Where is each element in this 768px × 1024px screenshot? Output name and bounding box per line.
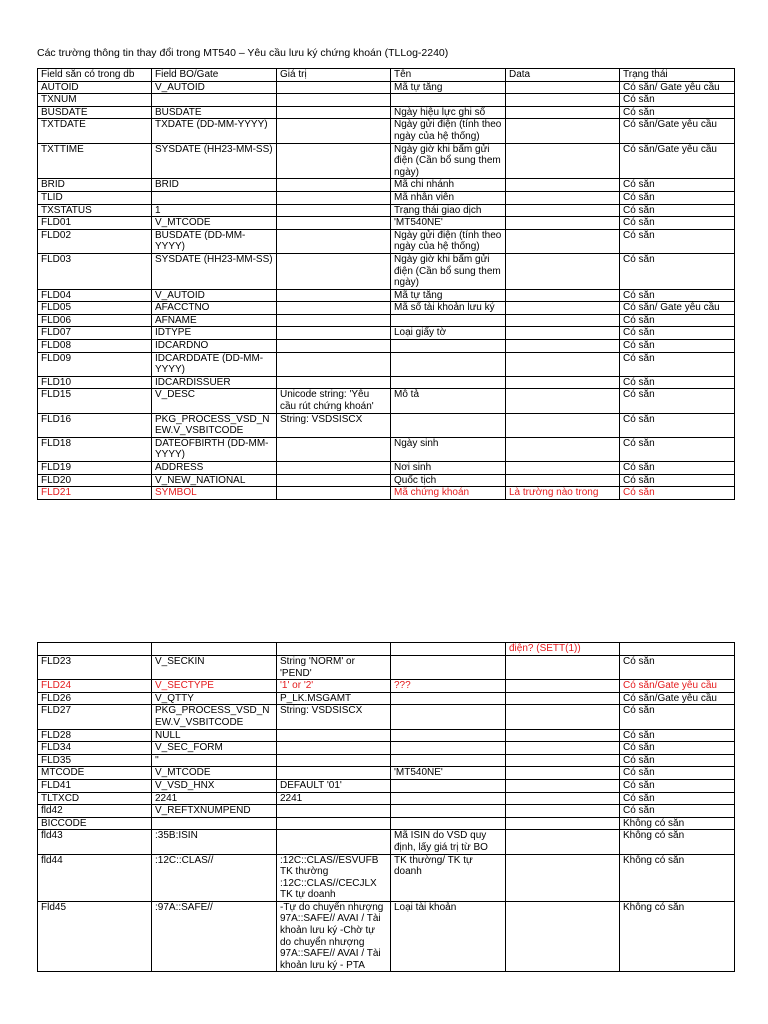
table-row xyxy=(38,302,735,315)
cell-name: Ngày hiệu lực ghi sổ xyxy=(391,106,506,119)
cell-bo-gate-field: 1 xyxy=(152,204,277,217)
cell-bo-gate-field: V_SEC_FORM xyxy=(152,742,277,755)
cell-value xyxy=(277,81,391,94)
table-row xyxy=(38,643,735,656)
table-row xyxy=(38,792,735,805)
cell-value: DEFAULT '01' xyxy=(277,779,391,792)
cell-status: Trạng thái xyxy=(620,69,735,82)
cell-bo-gate-field xyxy=(152,817,277,830)
cell-db-field: FLD04 xyxy=(38,289,152,302)
cell-name: Loại giấy tờ xyxy=(391,327,506,340)
cell-value xyxy=(277,289,391,302)
cell-status: Có sẵn xyxy=(620,376,735,389)
cell-value xyxy=(277,437,391,461)
cell-name: Mã ISIN do VSD quy định, lấy giá trị từ BO xyxy=(391,830,506,854)
cell-bo-gate-field: NULL xyxy=(152,729,277,742)
cell-value xyxy=(277,817,391,830)
cell-bo-gate-field: :35B:ISIN xyxy=(152,830,277,854)
cell-name: Nơi sinh xyxy=(391,462,506,475)
cell-name: Ngày sinh xyxy=(391,437,506,461)
cell-data xyxy=(506,143,620,179)
cell-bo-gate-field xyxy=(152,94,277,107)
cell-status: Có sẵn xyxy=(620,413,735,437)
cell-data xyxy=(506,779,620,792)
cell-bo-gate-field: :12C::CLAS// xyxy=(152,854,277,901)
cell-status: Không có sẵn xyxy=(620,901,735,972)
table-row xyxy=(38,462,735,475)
cell-db-field: FLD01 xyxy=(38,217,152,230)
cell-name: Mã số tài khoản lưu ký xyxy=(391,302,506,315)
cell-db-field: TXSTATUS xyxy=(38,204,152,217)
cell-data: Là trường nào trong xyxy=(506,487,620,500)
cell-bo-gate-field: V_DESC xyxy=(152,389,277,413)
cell-status: Có sẵn xyxy=(620,805,735,818)
cell-value xyxy=(277,253,391,289)
cell-value xyxy=(277,805,391,818)
cell-bo-gate-field: 2241 xyxy=(152,792,277,805)
cell-bo-gate-field: V_MTCODE xyxy=(152,217,277,230)
cell-value xyxy=(277,340,391,353)
cell-status: Có sẵn xyxy=(620,179,735,192)
cell-data xyxy=(506,314,620,327)
cell-status: Có sẵn xyxy=(620,253,735,289)
cell-name: Ngày gửi điện (tính theo ngày của hệ thống) xyxy=(391,119,506,143)
cell-status: Có sẵn xyxy=(620,487,735,500)
cell-db-field: FLD20 xyxy=(38,474,152,487)
cell-value: Unicode string: 'Yêu cầu rút chứng khoán' xyxy=(277,389,391,413)
cell-db-field: FLD41 xyxy=(38,779,152,792)
table-row xyxy=(38,389,735,413)
cell-db-field: FLD21 xyxy=(38,487,152,500)
cell-status: Có sẵn/Gate yêu cầu xyxy=(620,143,735,179)
cell-db-field: TXTDATE xyxy=(38,119,152,143)
cell-name: Mô tả xyxy=(391,389,506,413)
cell-value: :12C::CLAS//ESVUFB TK thường :12C::CLAS//CECJLX TK tự doanh xyxy=(277,854,391,901)
cell-name: Ngày gửi điện (tính theo ngày của hệ thống) xyxy=(391,229,506,253)
cell-data xyxy=(506,729,620,742)
cell-db-field: AUTOID xyxy=(38,81,152,94)
cell-bo-gate-field: BRID xyxy=(152,179,277,192)
fields-table-part-2 xyxy=(37,642,735,972)
table-row xyxy=(38,779,735,792)
cell-value: -Tự do chuyển nhượng 97A::SAFE// AVAI / Tài khoản lưu ký -Chờ tự do chuyển nhượng 97A::SAFE// AVAI / Tài khoản lưu ký - PTA xyxy=(277,901,391,972)
cell-status: Không có sẵn xyxy=(620,854,735,901)
table-row xyxy=(38,437,735,461)
cell-bo-gate-field: V_AUTOID xyxy=(152,81,277,94)
cell-status: Có sẵn/Gate yêu cầu xyxy=(620,692,735,705)
cell-status: Không có sẵn xyxy=(620,817,735,830)
cell-db-field: FLD34 xyxy=(38,742,152,755)
table-row xyxy=(38,143,735,179)
table-row xyxy=(38,767,735,780)
cell-bo-gate-field: V_SECKIN xyxy=(152,656,277,680)
table-row xyxy=(38,680,735,693)
cell-data xyxy=(506,302,620,315)
cell-value xyxy=(277,94,391,107)
cell-db-field: FLD16 xyxy=(38,413,152,437)
cell-bo-gate-field: IDCARDNO xyxy=(152,340,277,353)
table-row xyxy=(38,854,735,901)
cell-name xyxy=(391,805,506,818)
cell-db-field: TXNUM xyxy=(38,94,152,107)
cell-value xyxy=(277,729,391,742)
cell-status: Có sẵn xyxy=(620,289,735,302)
table-row xyxy=(38,253,735,289)
cell-data xyxy=(506,792,620,805)
cell-value: P_LK.MSGAMT xyxy=(277,692,391,705)
cell-name: 'MT540NE' xyxy=(391,217,506,230)
cell-value xyxy=(277,314,391,327)
cell-bo-gate-field: SYSDATE (HH23-MM-SS) xyxy=(152,253,277,289)
cell-status: Có sẵn xyxy=(620,327,735,340)
cell-name xyxy=(391,94,506,107)
cell-name: 'MT540NE' xyxy=(391,767,506,780)
table-row xyxy=(38,656,735,680)
cell-name xyxy=(391,792,506,805)
cell-value xyxy=(277,229,391,253)
cell-name: Mã tự tăng xyxy=(391,81,506,94)
cell-db-field: FLD35 xyxy=(38,754,152,767)
table-row xyxy=(38,692,735,705)
cell-status: Có sẵn xyxy=(620,204,735,217)
cell-bo-gate-field: IDCARDISSUER xyxy=(152,376,277,389)
cell-name xyxy=(391,692,506,705)
document-title: Các trường thông tin thay đổi trong MT540 – Yêu cầu lưu ký chứng khoán (TLLog-2240) xyxy=(37,47,449,59)
table-row xyxy=(38,94,735,107)
cell-status: Có sẵn xyxy=(620,106,735,119)
cell-status: Có sẵn xyxy=(620,94,735,107)
cell-value xyxy=(277,474,391,487)
cell-bo-gate-field: V_VSD_HNX xyxy=(152,779,277,792)
cell-status: Có sẵn xyxy=(620,754,735,767)
cell-value xyxy=(277,106,391,119)
cell-bo-gate-field: :97A::SAFE// xyxy=(152,901,277,972)
cell-status: Có sẵn xyxy=(620,792,735,805)
cell-data xyxy=(506,179,620,192)
cell-db-field: FLD02 xyxy=(38,229,152,253)
cell-value: Giá trị xyxy=(277,69,391,82)
cell-data xyxy=(506,692,620,705)
table-row xyxy=(38,327,735,340)
cell-status: Có sẵn xyxy=(620,229,735,253)
cell-value: 2241 xyxy=(277,792,391,805)
table-row xyxy=(38,705,735,729)
cell-status: Có sẵn xyxy=(620,340,735,353)
cell-data xyxy=(506,680,620,693)
cell-bo-gate-field: ADDRESS xyxy=(152,462,277,475)
cell-data xyxy=(506,742,620,755)
cell-status: Có sẵn xyxy=(620,767,735,780)
table-row xyxy=(38,340,735,353)
cell-bo-gate-field: V_SECTYPE xyxy=(152,680,277,693)
cell-db-field: FLD15 xyxy=(38,389,152,413)
cell-data xyxy=(506,413,620,437)
cell-data xyxy=(506,204,620,217)
cell-bo-gate-field: TXDATE (DD-MM-YYYY) xyxy=(152,119,277,143)
cell-db-field: FLD07 xyxy=(38,327,152,340)
cell-db-field: BICCODE xyxy=(38,817,152,830)
cell-name xyxy=(391,817,506,830)
cell-status: Có sẵn xyxy=(620,314,735,327)
cell-status: Có sẵn xyxy=(620,656,735,680)
cell-name: Mã chi nhánh xyxy=(391,179,506,192)
table-row xyxy=(38,191,735,204)
cell-data xyxy=(506,767,620,780)
cell-data xyxy=(506,340,620,353)
cell-bo-gate-field: V_QTTY xyxy=(152,692,277,705)
cell-db-field: FLD05 xyxy=(38,302,152,315)
cell-value xyxy=(277,376,391,389)
cell-data xyxy=(506,191,620,204)
cell-data xyxy=(506,854,620,901)
cell-value xyxy=(277,830,391,854)
cell-bo-gate-field: PKG_PROCESS_VSD_NEW.V_VSBITCODE xyxy=(152,705,277,729)
cell-status: Có sẵn xyxy=(620,705,735,729)
cell-data xyxy=(506,389,620,413)
cell-bo-gate-field: SYMBOL xyxy=(152,487,277,500)
cell-bo-gate-field: '' xyxy=(152,754,277,767)
cell-db-field: FLD24 xyxy=(38,680,152,693)
cell-value xyxy=(277,179,391,192)
cell-data xyxy=(506,805,620,818)
cell-bo-gate-field: BUSDATE xyxy=(152,106,277,119)
cell-data xyxy=(506,830,620,854)
cell-value: '1' or '2' xyxy=(277,680,391,693)
cell-status: Có sẵn xyxy=(620,191,735,204)
cell-db-field: FLD19 xyxy=(38,462,152,475)
cell-status: Có sẵn xyxy=(620,217,735,230)
cell-status: Không có sẵn xyxy=(620,830,735,854)
cell-bo-gate-field: V_MTCODE xyxy=(152,767,277,780)
cell-bo-gate-field xyxy=(152,643,277,656)
cell-status: Có sẵn xyxy=(620,437,735,461)
cell-name xyxy=(391,729,506,742)
cell-bo-gate-field: Field BO/Gate xyxy=(152,69,277,82)
table-row xyxy=(38,314,735,327)
cell-name: Ngày giờ khi bấm gửi điện (Cần bổ sung them ngày) xyxy=(391,143,506,179)
cell-name xyxy=(391,314,506,327)
table-row xyxy=(38,179,735,192)
cell-value xyxy=(277,754,391,767)
cell-name xyxy=(391,742,506,755)
table-row xyxy=(38,805,735,818)
cell-db-field: FLD08 xyxy=(38,340,152,353)
table-row xyxy=(38,742,735,755)
cell-bo-gate-field: PKG_PROCESS_VSD_NEW.V_VSBITCODE xyxy=(152,413,277,437)
cell-value: String 'NORM' or 'PEND' xyxy=(277,656,391,680)
cell-db-field: FLD18 xyxy=(38,437,152,461)
table-row xyxy=(38,81,735,94)
cell-data xyxy=(506,253,620,289)
cell-status: Có sẵn xyxy=(620,474,735,487)
cell-name xyxy=(391,705,506,729)
cell-value xyxy=(277,204,391,217)
cell-data: điện? (SETT(1)) xyxy=(506,643,620,656)
cell-status: Có sẵn xyxy=(620,352,735,376)
cell-value xyxy=(277,643,391,656)
fields-table-part-1 xyxy=(37,68,735,500)
table-row xyxy=(38,204,735,217)
cell-db-field: Fld45 xyxy=(38,901,152,972)
cell-data xyxy=(506,656,620,680)
cell-data xyxy=(506,119,620,143)
cell-data xyxy=(506,754,620,767)
cell-status: Có sẵn xyxy=(620,729,735,742)
cell-db-field: FLD06 xyxy=(38,314,152,327)
cell-value xyxy=(277,217,391,230)
cell-name: TK thường/ TK tự doanh xyxy=(391,854,506,901)
cell-data xyxy=(506,217,620,230)
cell-value xyxy=(277,487,391,500)
cell-name: Tên xyxy=(391,69,506,82)
cell-name: Mã nhân viên xyxy=(391,191,506,204)
cell-value: String: VSDSISCX xyxy=(277,413,391,437)
cell-db-field: TLID xyxy=(38,191,152,204)
cell-db-field: FLD09 xyxy=(38,352,152,376)
cell-data xyxy=(506,901,620,972)
cell-value xyxy=(277,742,391,755)
cell-db-field xyxy=(38,643,152,656)
cell-data xyxy=(506,229,620,253)
cell-value xyxy=(277,119,391,143)
cell-value xyxy=(277,191,391,204)
cell-value xyxy=(277,327,391,340)
cell-bo-gate-field: IDTYPE xyxy=(152,327,277,340)
cell-name xyxy=(391,340,506,353)
table-row xyxy=(38,487,735,500)
cell-value xyxy=(277,767,391,780)
cell-name xyxy=(391,352,506,376)
cell-name xyxy=(391,376,506,389)
cell-value xyxy=(277,302,391,315)
cell-bo-gate-field: V_REFTXNUMPEND xyxy=(152,805,277,818)
cell-bo-gate-field: V_NEW_NATIONAL xyxy=(152,474,277,487)
table-row xyxy=(38,830,735,854)
cell-data xyxy=(506,462,620,475)
cell-bo-gate-field: IDCARDDATE (DD-MM-YYYY) xyxy=(152,352,277,376)
cell-status: Có sẵn/Gate yêu cầu xyxy=(620,680,735,693)
cell-db-field: TLTXCD xyxy=(38,792,152,805)
table-row xyxy=(38,413,735,437)
cell-status: Có sẵn xyxy=(620,779,735,792)
table-row xyxy=(38,352,735,376)
cell-name xyxy=(391,413,506,437)
cell-status: Có sẵn xyxy=(620,389,735,413)
cell-bo-gate-field: AFACCTNO xyxy=(152,302,277,315)
cell-bo-gate-field xyxy=(152,191,277,204)
cell-db-field: FLD27 xyxy=(38,705,152,729)
cell-name xyxy=(391,656,506,680)
cell-db-field: TXTTIME xyxy=(38,143,152,179)
cell-name xyxy=(391,779,506,792)
cell-bo-gate-field: SYSDATE (HH23-MM-SS) xyxy=(152,143,277,179)
table-header-row xyxy=(38,69,735,82)
cell-status xyxy=(620,643,735,656)
cell-name: Trạng thái giao dịch xyxy=(391,204,506,217)
cell-name xyxy=(391,643,506,656)
cell-db-field: FLD23 xyxy=(38,656,152,680)
table-row xyxy=(38,217,735,230)
cell-name xyxy=(391,754,506,767)
cell-name: Mã tự tăng xyxy=(391,289,506,302)
cell-status: Có sẵn xyxy=(620,742,735,755)
cell-bo-gate-field: AFNAME xyxy=(152,314,277,327)
cell-bo-gate-field: DATEOFBIRTH (DD-MM-YYYY) xyxy=(152,437,277,461)
table-row xyxy=(38,376,735,389)
table-row xyxy=(38,754,735,767)
cell-value: String: VSDSISCX xyxy=(277,705,391,729)
cell-data xyxy=(506,94,620,107)
cell-data xyxy=(506,106,620,119)
cell-data xyxy=(506,327,620,340)
cell-data xyxy=(506,474,620,487)
table-row xyxy=(38,229,735,253)
cell-db-field: FLD10 xyxy=(38,376,152,389)
cell-data xyxy=(506,289,620,302)
cell-data xyxy=(506,81,620,94)
cell-db-field: Field sẵn có trong db xyxy=(38,69,152,82)
cell-name: Ngày giờ khi bấm gửi điện (Cần bổ sung them ngày) xyxy=(391,253,506,289)
cell-data: Data xyxy=(506,69,620,82)
cell-value xyxy=(277,462,391,475)
cell-name: Loại tài khoản xyxy=(391,901,506,972)
cell-db-field: BUSDATE xyxy=(38,106,152,119)
cell-db-field: BRID xyxy=(38,179,152,192)
cell-db-field: fld44 xyxy=(38,854,152,901)
cell-data xyxy=(506,817,620,830)
cell-db-field: FLD26 xyxy=(38,692,152,705)
cell-name: Quốc tịch xyxy=(391,474,506,487)
cell-db-field: FLD03 xyxy=(38,253,152,289)
cell-value xyxy=(277,143,391,179)
cell-bo-gate-field: V_AUTOID xyxy=(152,289,277,302)
table-row xyxy=(38,817,735,830)
cell-data xyxy=(506,705,620,729)
cell-status: Có sẵn xyxy=(620,462,735,475)
cell-name: ??? xyxy=(391,680,506,693)
cell-status: Có sẵn/ Gate yêu cầu xyxy=(620,81,735,94)
table-row xyxy=(38,729,735,742)
cell-db-field: fld43 xyxy=(38,830,152,854)
cell-data xyxy=(506,376,620,389)
cell-db-field: fld42 xyxy=(38,805,152,818)
cell-status: Có sẵn/Gate yêu cầu xyxy=(620,119,735,143)
cell-db-field: FLD28 xyxy=(38,729,152,742)
cell-bo-gate-field: BUSDATE (DD-MM-YYYY) xyxy=(152,229,277,253)
table-row xyxy=(38,289,735,302)
cell-data xyxy=(506,352,620,376)
table-row xyxy=(38,119,735,143)
table-row xyxy=(38,106,735,119)
table-row xyxy=(38,901,735,972)
cell-status: Có sẵn/ Gate yêu cầu xyxy=(620,302,735,315)
table-row xyxy=(38,474,735,487)
cell-name: Mã chứng khoán xyxy=(391,487,506,500)
cell-value xyxy=(277,352,391,376)
cell-db-field: MTCODE xyxy=(38,767,152,780)
cell-data xyxy=(506,437,620,461)
